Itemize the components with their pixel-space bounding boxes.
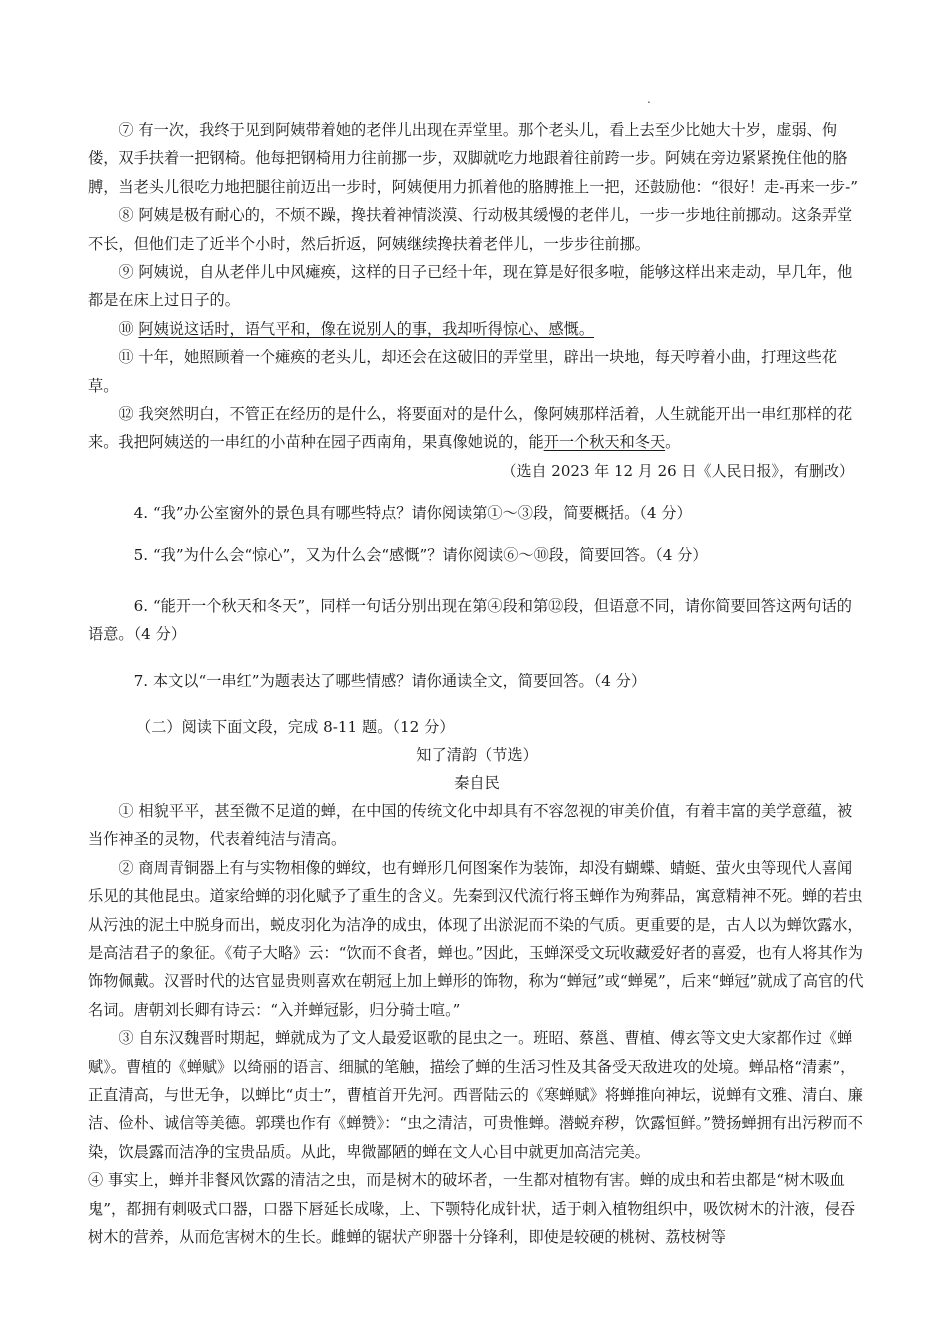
section2-paragraph-2: ② 商周青铜器上有与实物相像的蝉纹，也有蝉形几何图案作为装饰，却没有蝴蝶、蜻蜓、萤火虫等现代人喜闻乐见的其他昆虫。道家给蝉的羽化赋予了重生的含义。先秦到汉代流行将玉蝉作为殉葬品，寓意精神不死。蝉的若虫从污浊的泥土中脱身而出，蜕皮羽化为洁净的成虫，体现了出淤泥而不染的气质。更重要的是，古人以为蝉饮露水，是高洁君子的象征。《荀子大略》云：“饮而不食者，蝉也。”因此，玉蝉深受文玩收藏爱好者的喜爱，也有人将其作为饰物佩戴。汉晋时代的达官显贵则喜欢在朝冠上加上蝉形的饰物，称为“蝉冠”或“蝉冕”，后来“蝉冠”就成了高官的代名词。唐朝刘长卿有诗云：“入并蝉冠影，归分骑士喧。” xyxy=(88,858,864,1019)
section2-paragraph-1: ① 相貌平平，甚至微不足道的蝉，在中国的传统文化中却具有不容忽视的审美价值，有着丰富的美学意蕴，被当作神圣的灵物，代表着纯洁与清高。 xyxy=(88,801,853,849)
paragraph-12-underlined: 开一个秋天和冬天 xyxy=(543,433,666,452)
article-author: 秦自民 xyxy=(454,773,500,792)
question-4: 4. “我”办公室窗外的景色具有哪些特点？请你阅读第①～③段，简要概括。（4 分） xyxy=(133,503,692,522)
article-title: 知了清韵（节选） xyxy=(416,745,538,764)
paragraph-12-text: ⑫ 我突然明白，不管正在经历的是什么，将要面对的是什么，像阿姨那样活着，人生就能开出一串红那样的花来。我把阿姨送的一串红的小苗种在园子西南角，果真像她说的，能 xyxy=(88,405,853,452)
section-instruction: （二）阅读下面文段，完成 8-11 题。（12 分） xyxy=(136,717,455,736)
paragraph-12-end: 。 xyxy=(665,433,681,452)
question-7: 7. 本文以“一串红”为题表达了哪些情感？请你通读全文，简要回答。（4 分） xyxy=(133,671,647,690)
source-citation: （选自 2023 年 12 月 26 日《人民日报》，有删改） xyxy=(501,461,854,480)
paragraph-12 xyxy=(88,400,866,457)
document-page xyxy=(88,116,866,1251)
passage-one xyxy=(88,116,866,485)
paragraph-10 xyxy=(88,315,866,343)
question-list xyxy=(88,499,866,695)
paragraph-8: ⑧ 阿姨是极有耐心的，不烦不躁，搀扶着神情淡漠、行动极其缓慢的老伴儿，一步一步地往前挪动。这条弄堂不长，但他们走了近半个小时，然后折返，阿姨继续搀扶着老伴儿，一步步往前挪。 xyxy=(88,206,853,253)
section2-paragraph-3: ③ 自东汉魏晋时期起，蝉就成为了文人最爱讴歌的昆虫之一。班昭、蔡邕、曹植、傅玄等文史大家都作过《蝉赋》。曹植的《蝉赋》以绮丽的语言、细腻的笔触，描绘了蝉的生活习性及其备受天敌进攻的处境。蝉品格“清素”，正直清高，与世无争，以蝉比“贞士”，曹植首开先河。西晋陆云的《寒蝉赋》将蝉推向神坛，说蝉有文雅、清白、廉洁、俭朴、诚信等美德。郭璞也作有《蝉赞》：“虫之清洁，可贵惟蝉。潜蜕弃秽，饮露恒鲜。”赞扬蝉拥有出污秽而不染，饮晨露而洁净的宝贵品质。从此，卑微鄙陋的蝉在文人心目中就更加高洁完美。 xyxy=(88,1029,863,1161)
section2-paragraph-4: ④ 事实上，蝉并非餐风饮露的清洁之虫，而是树木的破坏者，一生都对植物有害。蝉的成虫和若虫都是“树木吸血鬼”，都拥有刺吸式口器，口器下唇延长成喙，上、下颚特化成针状，适于刺入植物组织中，吸饮树木的汁液，侵吞树木的营养，从而危害树木的生长。雌蝉的锯状产卵器十分锋利，即使是较硬的桃树、荔枝树等 xyxy=(88,1171,856,1246)
paragraph-10-underlined: 阿姨说这话时，语气平和，像在说别人的事，我却听得惊心、感慨。 xyxy=(138,319,595,338)
header-dot: . xyxy=(647,92,651,106)
paragraph-7: ⑦ 有一次，我终于见到阿姨带着她的老伴儿出现在弄堂里。那个老头儿，看上去至少比她大十岁，虚弱、佝偻，双手扶着一把钢椅。他每把钢椅用力往前挪一步，双脚就吃力地跟着往前跨一步。阿姨在旁边紧紧挽住他的胳膊，当老头儿很吃力地把腿往前迈出一步时，阿姨便用力抓着他的胳膊推上一把，还鼓励他：“很好！走-再来一步-” xyxy=(88,121,858,196)
paragraph-11: ⑪ 十年，她照顾着一个瘫痪的老头儿，却还会在这破旧的弄堂里，辟出一块地，每天哼着小曲，打理这些花草。 xyxy=(88,348,838,395)
question-5: 5. “我”为什么会“惊心”，又为什么会“感慨”？请你阅读⑥～⑩段，简要回答。（4 分） xyxy=(133,546,708,565)
paragraph-10-number: ⑩ xyxy=(118,319,139,338)
section-two xyxy=(88,713,866,1252)
paragraph-9: ⑨ 阿姨说，自从老伴儿中风瘫痪，这样的日子已经十年，现在算是好很多啦，能够这样出来走动，早几年，他都是在床上过日子的。 xyxy=(88,263,853,310)
question-6: 6. “能开一个秋天和冬天”，同样一句话分别出现在第④段和第⑫段，但语意不同，请你简要回答这两句话的语意。（4 分） xyxy=(88,596,852,644)
